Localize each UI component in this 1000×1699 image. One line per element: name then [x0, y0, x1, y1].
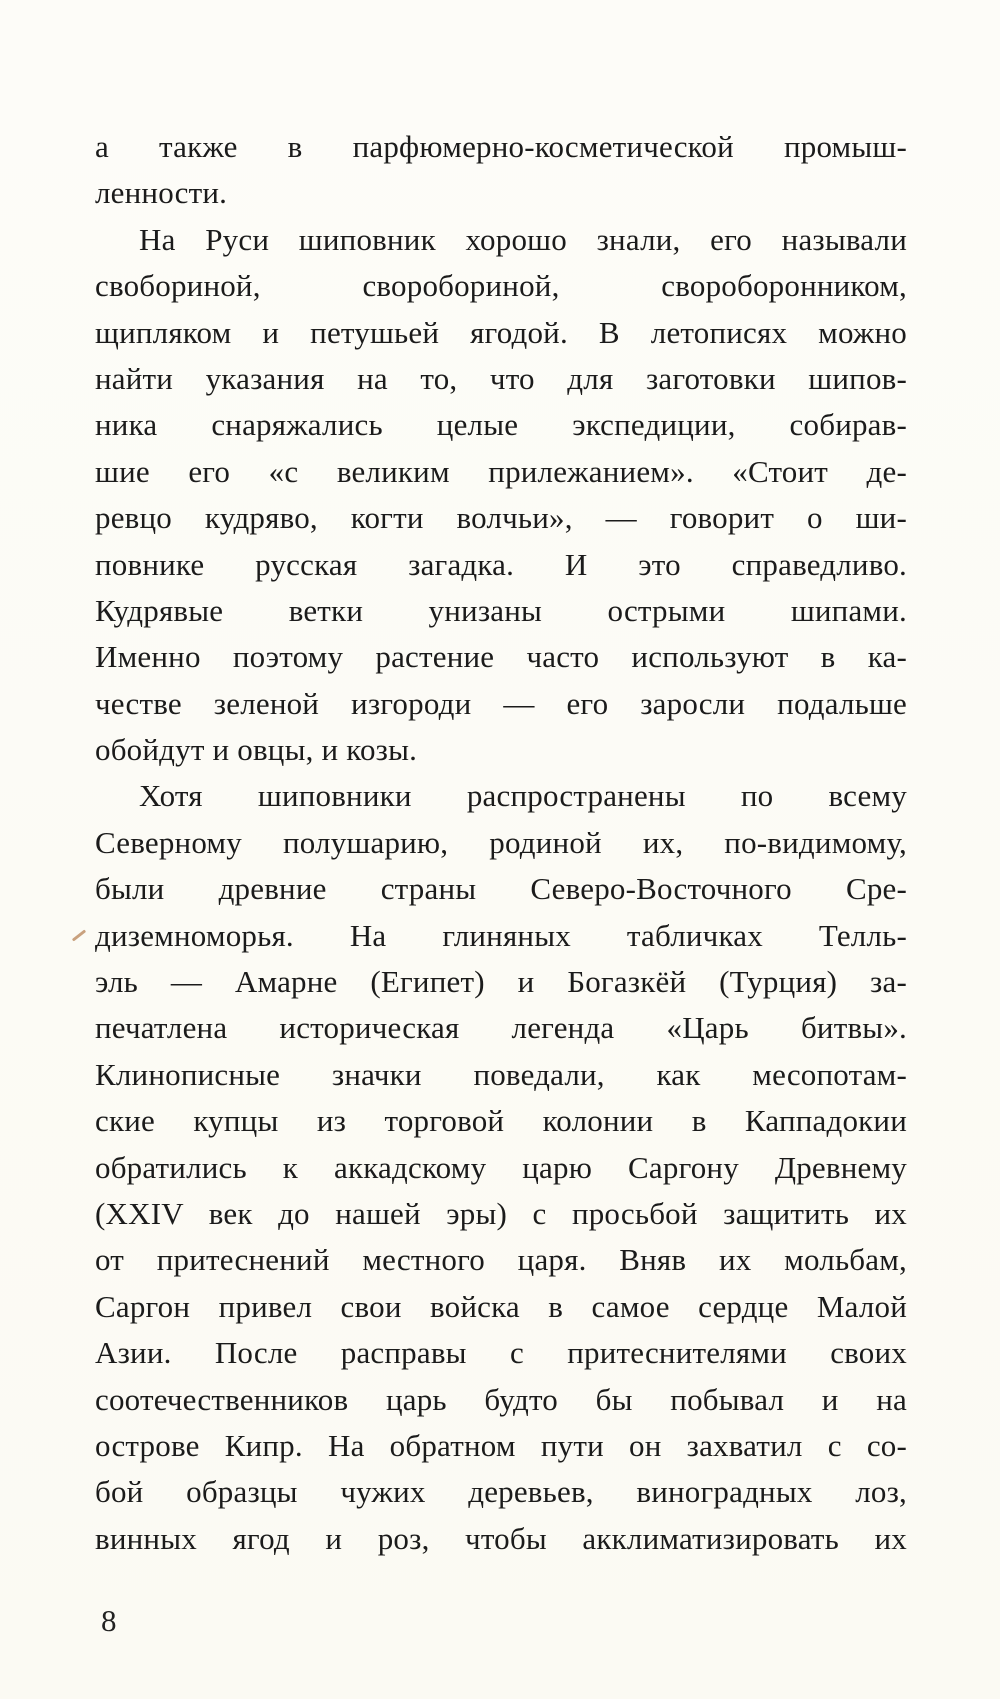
text-line: (XXIV век до нашей эры) с просьбой защитить их [95, 1195, 907, 1231]
text-line: Северному полушарию, родиной их, по-видимому, [95, 824, 907, 860]
text-line: Саргон привел свои войска в самое сердце Малой [95, 1288, 907, 1324]
text-line: ревцо кудряво, когти волчьи», — говорит о ши- [95, 500, 907, 536]
text-line: щипляком и петушьей ягодой. В летописях можно [95, 314, 907, 350]
text-line: бой образцы чужих деревьев, виноградных лоз, [95, 1474, 907, 1510]
text-line: повнике русская загадка. И это справедливо. [95, 546, 907, 582]
text-line: ника снаряжались целые экспедиции, собирав- [95, 407, 907, 443]
text-line: печатлена историческая легенда «Царь битвы». [95, 1010, 907, 1046]
text-line: Именно поэтому растение часто используют в ка- [95, 639, 907, 675]
text-line: острове Кипр. На обратном пути он захватил с со- [95, 1427, 907, 1463]
text-line: шие его «с великим прилежанием». «Стоит де- [95, 453, 907, 489]
text-line: Азии. После расправы с притеснителями своих [95, 1335, 907, 1371]
text-line: свобориной, своробориной, свороборонником, [95, 268, 907, 304]
text-line: эль — Амарне (Египет) и Богазкёй (Турция) за- [95, 964, 907, 1000]
text-line: обратились к аккадскому царю Саргону Древнему [95, 1149, 907, 1185]
page-number: 8 [101, 1603, 117, 1638]
text-line: винных ягод и роз, чтобы акклиматизировать их [95, 1520, 907, 1556]
text-block [95, 124, 907, 1562]
text-line: Клинописные значки поведали, как месопотам- [95, 1056, 907, 1092]
text-line: Кудрявые ветки унизаны острыми шипами. [95, 592, 907, 628]
text-line: ские купцы из торговой колонии в Каппадокии [95, 1103, 907, 1139]
margin-pencil-mark [72, 929, 86, 941]
text-line: диземноморья. На глиняных табличках Телль- [95, 917, 907, 953]
text-line: а также в парфюмерно-косметической промыш- [95, 129, 907, 164]
text-line: были древние страны Северо-Восточного Сре- [95, 871, 907, 907]
text-line: найти указания на то, что для заготовки шипов- [95, 360, 907, 396]
text-line: ленности. [95, 175, 228, 211]
text-line: честве зеленой изгороди — его заросли подальше [95, 685, 907, 721]
text-line: соотечественников царь будто бы побывал и на [95, 1381, 907, 1417]
text-line: обойдут и овцы, и козы. [95, 732, 418, 768]
text-line: На Руси шиповник хорошо знали, его называли [139, 221, 907, 257]
text-line: Хотя шиповники распространены по всему [139, 778, 907, 814]
text-line: от притеснений местного царя. Вняв их мольбам, [95, 1242, 907, 1278]
